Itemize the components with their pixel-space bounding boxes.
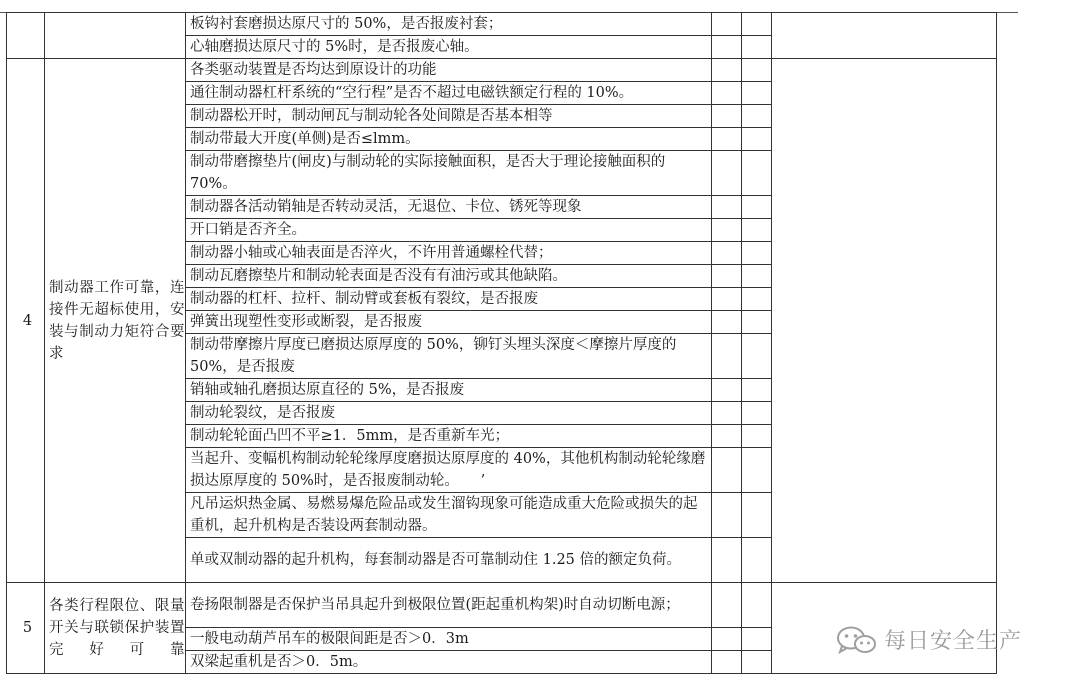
- check-item: 卷扬限制器是否保护当吊具起升到极限位置(距起重机构架)时自动切断电源；: [186, 583, 712, 628]
- result-cell[interactable]: [742, 105, 772, 128]
- section-category: 制动器工作可靠，连接件无超标使用，安装与制动力矩符合要求: [45, 59, 186, 583]
- result-cell[interactable]: [712, 379, 742, 402]
- result-cell[interactable]: [712, 36, 742, 59]
- check-item: 销轴或轴孔磨损达原直径的 5%，是否报废: [186, 379, 712, 402]
- check-item: 弹簧出现塑性变形或断裂，是否报废: [186, 311, 712, 334]
- check-item: 制动器的杠杆、拉杆、制动臂或套板有裂纹，是否报废: [186, 288, 712, 311]
- result-cell[interactable]: [742, 448, 772, 493]
- section-number: [7, 13, 45, 59]
- result-cell[interactable]: [712, 493, 742, 538]
- check-item: 心轴磨损达原尺寸的 5%时，是否报废心轴。: [186, 36, 712, 59]
- result-cell[interactable]: [742, 242, 772, 265]
- section-category: [45, 13, 186, 59]
- result-cell[interactable]: [712, 128, 742, 151]
- result-cell[interactable]: [712, 288, 742, 311]
- result-cell[interactable]: [742, 151, 772, 196]
- check-item: 制动带摩擦片厚度已磨损达原厚度的 50%，铆钉头埋头深度＜摩擦片厚度的 50%，是否报废: [186, 334, 712, 379]
- result-cell[interactable]: [742, 628, 772, 651]
- result-cell[interactable]: [712, 265, 742, 288]
- result-cell[interactable]: [712, 651, 742, 674]
- table-row: [7, 583, 997, 628]
- result-cell[interactable]: [712, 196, 742, 219]
- check-item: 凡吊运炽热金属、易燃易爆危险品或发生溜钩现象可能造成重大危险或损失的起重机，起升机构是否装设两套制动器。: [186, 493, 712, 538]
- result-cell[interactable]: [742, 583, 772, 628]
- result-cell[interactable]: [742, 128, 772, 151]
- inspection-table-body: [7, 13, 997, 674]
- result-cell[interactable]: [742, 288, 772, 311]
- result-cell[interactable]: [712, 628, 742, 651]
- result-cell[interactable]: [712, 402, 742, 425]
- table-row: [7, 59, 997, 82]
- section-category: 各类行程限位、限量开关与联锁保护装置完好可靠: [45, 583, 186, 674]
- watermark-text: 每日安全生产: [884, 629, 1023, 654]
- result-cell[interactable]: [742, 59, 772, 82]
- result-cell[interactable]: [712, 242, 742, 265]
- result-cell[interactable]: [742, 196, 772, 219]
- result-cell[interactable]: [742, 219, 772, 242]
- result-cell[interactable]: [742, 402, 772, 425]
- check-item: 制动轮裂纹，是否报废: [186, 402, 712, 425]
- remarks-cell[interactable]: [772, 59, 997, 583]
- result-cell[interactable]: [742, 311, 772, 334]
- result-cell[interactable]: [712, 151, 742, 196]
- result-cell[interactable]: [742, 538, 772, 583]
- check-item: 开口销是否齐全。: [186, 219, 712, 242]
- result-cell[interactable]: [742, 36, 772, 59]
- wechat-icon: [836, 625, 878, 655]
- result-cell[interactable]: [712, 82, 742, 105]
- result-cell[interactable]: [712, 334, 742, 379]
- table-row: [7, 13, 997, 36]
- result-cell[interactable]: [742, 82, 772, 105]
- remarks-cell[interactable]: [772, 13, 997, 59]
- check-item: 板钩衬套磨损达原尺寸的 50%，是否报废衬套；: [186, 13, 712, 36]
- result-cell[interactable]: [742, 651, 772, 674]
- inspection-table: [6, 12, 997, 674]
- check-item: 制动器各活动销轴是否转动灵活，无退位、卡位、锈死等现象: [186, 196, 712, 219]
- result-cell[interactable]: [712, 219, 742, 242]
- result-cell[interactable]: [742, 379, 772, 402]
- section-number: 5: [7, 583, 45, 674]
- section-number: 4: [7, 59, 45, 583]
- result-cell[interactable]: [712, 538, 742, 583]
- check-item: 制动器松开时，制动闸瓦与制动轮各处间隙是否基本相等: [186, 105, 712, 128]
- result-cell[interactable]: [712, 311, 742, 334]
- result-cell[interactable]: [742, 334, 772, 379]
- result-cell[interactable]: [712, 105, 742, 128]
- check-item: 通往制动器杠杆系统的“空行程”是否不超过电磁铁额定行程的 10%。: [186, 82, 712, 105]
- check-item: 单或双制动器的起升机构，每套制动器是否可靠制动住 1.25 倍的额定负荷。: [186, 538, 712, 583]
- watermark: [836, 624, 1022, 655]
- check-item: 当起升、变幅机构制动轮轮缘厚度磨损达原厚度的 40%，其他机构制动轮轮缘磨损达原厚度的 50%时，是否报废制动轮。 ’: [186, 448, 712, 493]
- result-cell[interactable]: [742, 493, 772, 538]
- check-item: 双梁起重机是否＞0．5m。: [186, 651, 712, 674]
- result-cell[interactable]: [712, 448, 742, 493]
- check-item: 制动瓦磨擦垫片和制动轮表面是否没有有油污或其他缺陷。: [186, 265, 712, 288]
- result-cell[interactable]: [712, 59, 742, 82]
- result-cell[interactable]: [742, 265, 772, 288]
- result-cell[interactable]: [712, 425, 742, 448]
- result-cell[interactable]: [712, 13, 742, 36]
- check-item: 制动轮轮面凸凹不平≥1．5mm，是否重新车光；: [186, 425, 712, 448]
- check-item: 制动带磨擦垫片(闸皮)与制动轮的实际接触面积，是否大于理论接触面积的 70%。: [186, 151, 712, 196]
- check-item: 一般电动葫芦吊车的极限间距是否＞0．3m: [186, 628, 712, 651]
- result-cell[interactable]: [712, 583, 742, 628]
- check-item: 各类驱动装置是否均达到原设计的功能: [186, 59, 712, 82]
- result-cell[interactable]: [742, 13, 772, 36]
- check-item: 制动带最大开度(单侧)是否≤lmm。: [186, 128, 712, 151]
- check-item: 制动器小轴或心轴表面是否淬火，不许用普通螺栓代替；: [186, 242, 712, 265]
- result-cell[interactable]: [742, 425, 772, 448]
